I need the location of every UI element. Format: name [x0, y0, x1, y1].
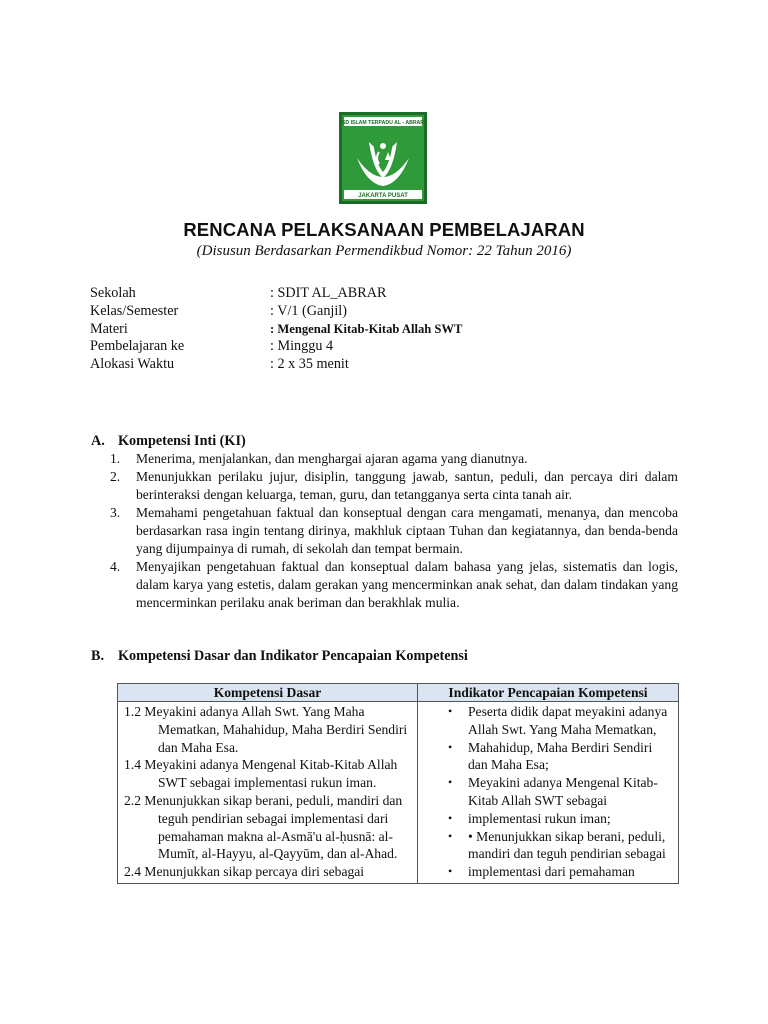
list-item	[110, 450, 678, 468]
column-header-indikator: Indikator Pencapaian Kompetensi	[418, 684, 679, 702]
bullet: •	[448, 810, 453, 825]
logo-bottom-text: JAKARTA PUSAT	[358, 193, 408, 199]
section-letter: A.	[91, 433, 105, 449]
section-title: Kompetensi Dasar dan Indikator Pencapaian Kompetensi	[118, 648, 468, 664]
kd-item: 2.4 Menunjukkan sikap percaya diri sebagai	[124, 864, 365, 880]
document-subtitle: (Disusun Berdasarkan Permendikbud Nomor: 22 Tahun 2016)	[196, 243, 572, 259]
indicator-text: Meyakini adanya Mengenal Kitab-Kitab Allah SWT sebagai	[468, 775, 658, 808]
list-text: Memahami pengetahuan faktual dan konseptual dengan cara mengamati, menanya, dan mencoba berdasarkan rasa ingin tentang dirinya, makhluk ciptaan Tuhan dan kegiatannya, dan benda-benda yang dijumpainya di rumah, di sekolah dan tempat bermain.	[136, 505, 678, 556]
list-text: Menerima, menjalankan, dan menghargai ajaran agama yang dianutnya.	[136, 451, 528, 466]
info-value: : Mengenal Kitab-Kitab Allah SWT	[270, 321, 463, 336]
indicator-text: Peserta didik dapat meyakini adanya Allah Swt. Yang Maha Mematkan,	[468, 704, 668, 737]
indicator-cell	[418, 702, 679, 884]
info-value: : V/1 (Ganjil)	[270, 302, 347, 319]
document-title: RENCANA PELAKSANAAN PEMBELAJARAN	[183, 219, 585, 240]
logo-top-text: SD ISLAM TERPADU AL - ABRAR	[341, 120, 425, 126]
indicator-item	[444, 863, 670, 881]
list-number: 4.	[110, 559, 121, 574]
competency-table	[117, 683, 679, 884]
bullet: •	[448, 739, 453, 754]
list-item	[110, 558, 678, 612]
indicator-item	[444, 703, 670, 739]
indicator-item	[444, 739, 670, 775]
info-value: : 2 x 35 menit	[270, 356, 349, 373]
list-number: 3.	[110, 505, 121, 520]
ki-list	[110, 450, 678, 612]
indicator-item	[444, 810, 670, 828]
table-row	[118, 702, 679, 884]
indicator-text: implementasi rukun iman;	[468, 810, 611, 826]
section-title: Kompetensi Inti (KI)	[118, 433, 246, 449]
info-value: : SDIT AL_ABRAR	[270, 285, 387, 301]
kd-item: 1.2 Meyakini adanya Allah Swt. Yang Maha Mematkan, Mahahidup, Maha Berdiri Sendiri dan Maha Esa.	[124, 704, 408, 755]
school-logo	[339, 112, 427, 204]
kd-item: 1.4 Meyakini adanya Mengenal Kitab-Kitab Allah SWT sebagai implementasi rukun iman.	[124, 757, 398, 791]
info-label: Sekolah	[90, 285, 136, 301]
info-label: Materi	[90, 320, 128, 337]
kd-cell	[118, 702, 418, 884]
bullet: •	[448, 775, 453, 790]
info-value: : Minggu 4	[270, 338, 334, 355]
bullet: •	[448, 704, 453, 718]
list-text: Menyajikan pengetahuan faktual dan konseptual dalam bahasa yang jelas, sistematis dan logis, dalam karya yang estetis, dalam gerakan yang mencerminkan anak sehat, dan dalam tindakan yang mencerminkan perilaku anak beriman dan berakhlak mulia.	[136, 559, 678, 610]
list-number: 2.	[110, 469, 121, 484]
indicator-text: • Menunjukkan sikap berani, peduli, mandiri dan teguh pendirian sebagai	[468, 828, 666, 862]
table-header-row	[118, 684, 679, 702]
list-text: Menunjukkan perilaku jujur, disiplin, tanggung jawab, santun, peduli, dan percaya diri dalam berinteraksi dengan keluarga, teman, guru, dan tetangganya serta cinta tanah air.	[136, 469, 678, 502]
bullet: •	[448, 864, 453, 879]
section-b-heading	[91, 648, 468, 665]
column-header-kompetensi-dasar: Kompetensi Dasar	[118, 684, 418, 702]
info-label: Kelas/Semester	[90, 302, 179, 319]
list-number: 1.	[110, 451, 121, 466]
indicator-text: implementasi dari pemahaman	[468, 864, 635, 880]
indicator-text: Mahahidup, Maha Berdiri Sendiri dan Maha Esa;	[468, 739, 653, 773]
section-letter: B.	[91, 648, 105, 664]
info-label: Alokasi Waktu	[90, 356, 175, 373]
bullet: •	[448, 828, 453, 843]
section-a-heading	[91, 433, 246, 450]
list-item	[110, 468, 678, 504]
list-item	[110, 504, 678, 558]
info-label: Pembelajaran ke	[90, 338, 185, 355]
kd-item: 2.2 Menunjukkan sikap berani, peduli, mandiri dan teguh pendirian sebagai implementasi dari pemahaman makna al-Asmā'u al-ḥusnā: al-Mumīt, al-Hayyu, al-Qayyūm, dan al-Ahad.	[124, 792, 403, 862]
indicator-item	[444, 828, 670, 864]
indicator-item	[444, 774, 670, 810]
